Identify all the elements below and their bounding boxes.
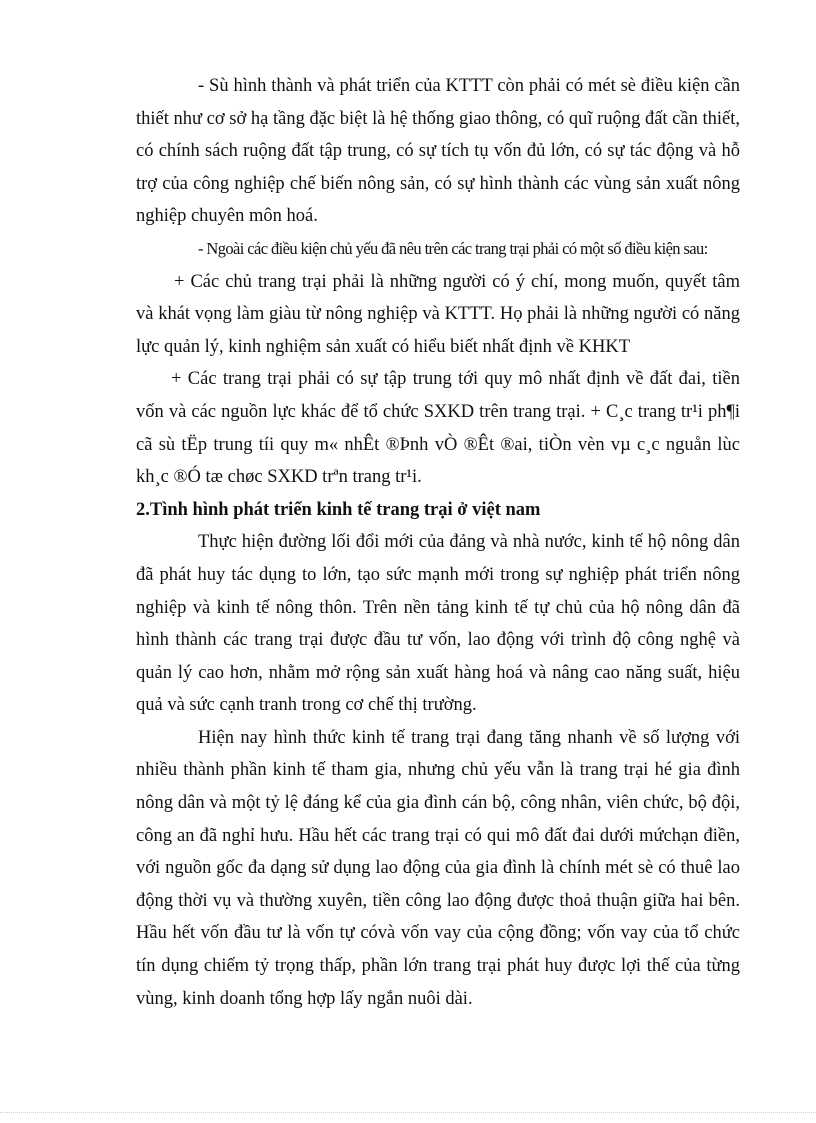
page-bottom-divider [0,1112,816,1113]
paragraph-additional-conditions: - Ngoài các điều kiện chủ yếu đã nêu trên các trang trại phải có một số điều kiện sau: [198,238,708,258]
paragraph-conditions-infrastructure: - Sù hình thành và phát triển của KTTT còn phải có mét sè điều kiện cần thiết như cơ sở hạ tầng đặc biệt là hệ thống giao thông, có quĩ ruộng đất cần thiết, có chính sách ruộng đất tập trung, có sự tích tụ vốn đủ lớn, có sự tác động và hỗ trợ của công nghiệp chế biến nông sản, có sự hình thành các vùng sản xuất nông nghiệp chuyên môn hoá. [136,76,740,227]
paragraph-current-situation: Hiện nay hình thức kinh tế trang trại đang tăng nhanh về số lượng với nhiều thành phần kinh tế tham gia, nhưng chủ yếu vẫn là trang trại hé gia đình nông dân và một tỷ lệ đáng kể của gia đình cán bộ, công nhân, viên chức, bộ đội, công an đã nghỉ hưu. Hầu hết các trang trại có qui mô đất đai dưới mứchạn điền, với nguồn gốc đa dạng sử dụng lao động của gia đình là chính mét sè có thuê lao động thời vụ và thường xuyên, tiền công lao động được thoả thuận giữa hai bên. Hầu hết vốn đầu tư là vốn tự cóvà vốn vay của cộng đồng; vốn vay của tổ chức tín dụng chiếm tỷ trọng thấp, phần lớn trang trại phát huy được lợi thế của từng vùng, kinh doanh tổng hợp lấy ngắn nuôi dài. [136,727,740,1009]
paragraph-scale-conditions: + Các trang trại phải có sự tập trung tới quy mô nhất định về đất đai, tiền vốn và các nguồn lực khác để tổ chức SXKD trên trang trại. + C¸c trang tr¹i ph¶i cã sù tËp trung tíi quy m« nhÊt ®Þnh vÒ ®Êt ®ai, tiÒn vèn vµ c¸c nguån lùc kh¸c ®Ó tæ chøc SXKD trªn trang tr¹i. [136,369,740,488]
document-page [136,70,740,1015]
paragraph-owner-conditions: + Các chủ trang trại phải là những người có ý chí, mong muốn, quyết tâm và khát vọng làm giàu từ nông nghiệp và KTTT. Họ phải là những người có năng lực quản lý, kinh nghiệm sản xuất có hiểu biết nhất định về KHKT [136,271,740,357]
paragraph-development-policy: Thực hiện đường lối đổi mới của đảng và nhà nước, kinh tế hộ nông dân đã phát huy tác dụng to lớn, tạo sức mạnh mới trong sự nghiệp phát triển nông nghiệp và kinh tế nông thôn. Trên nền tảng kinh tế tự chủ của hộ nông dân đã hình thành các trang trại được đầu tư vốn, lao động với trình độ công nghệ và quản lý cao hơn, nhằm mở rộng sản xuất hàng hoá và nâng cao năng suất, hiệu quả và sức cạnh tranh trong cơ chế thị trường. [136,532,740,716]
section-heading: 2.Tình hình phát triển kinh tế trang trại ở việt nam [136,499,541,520]
